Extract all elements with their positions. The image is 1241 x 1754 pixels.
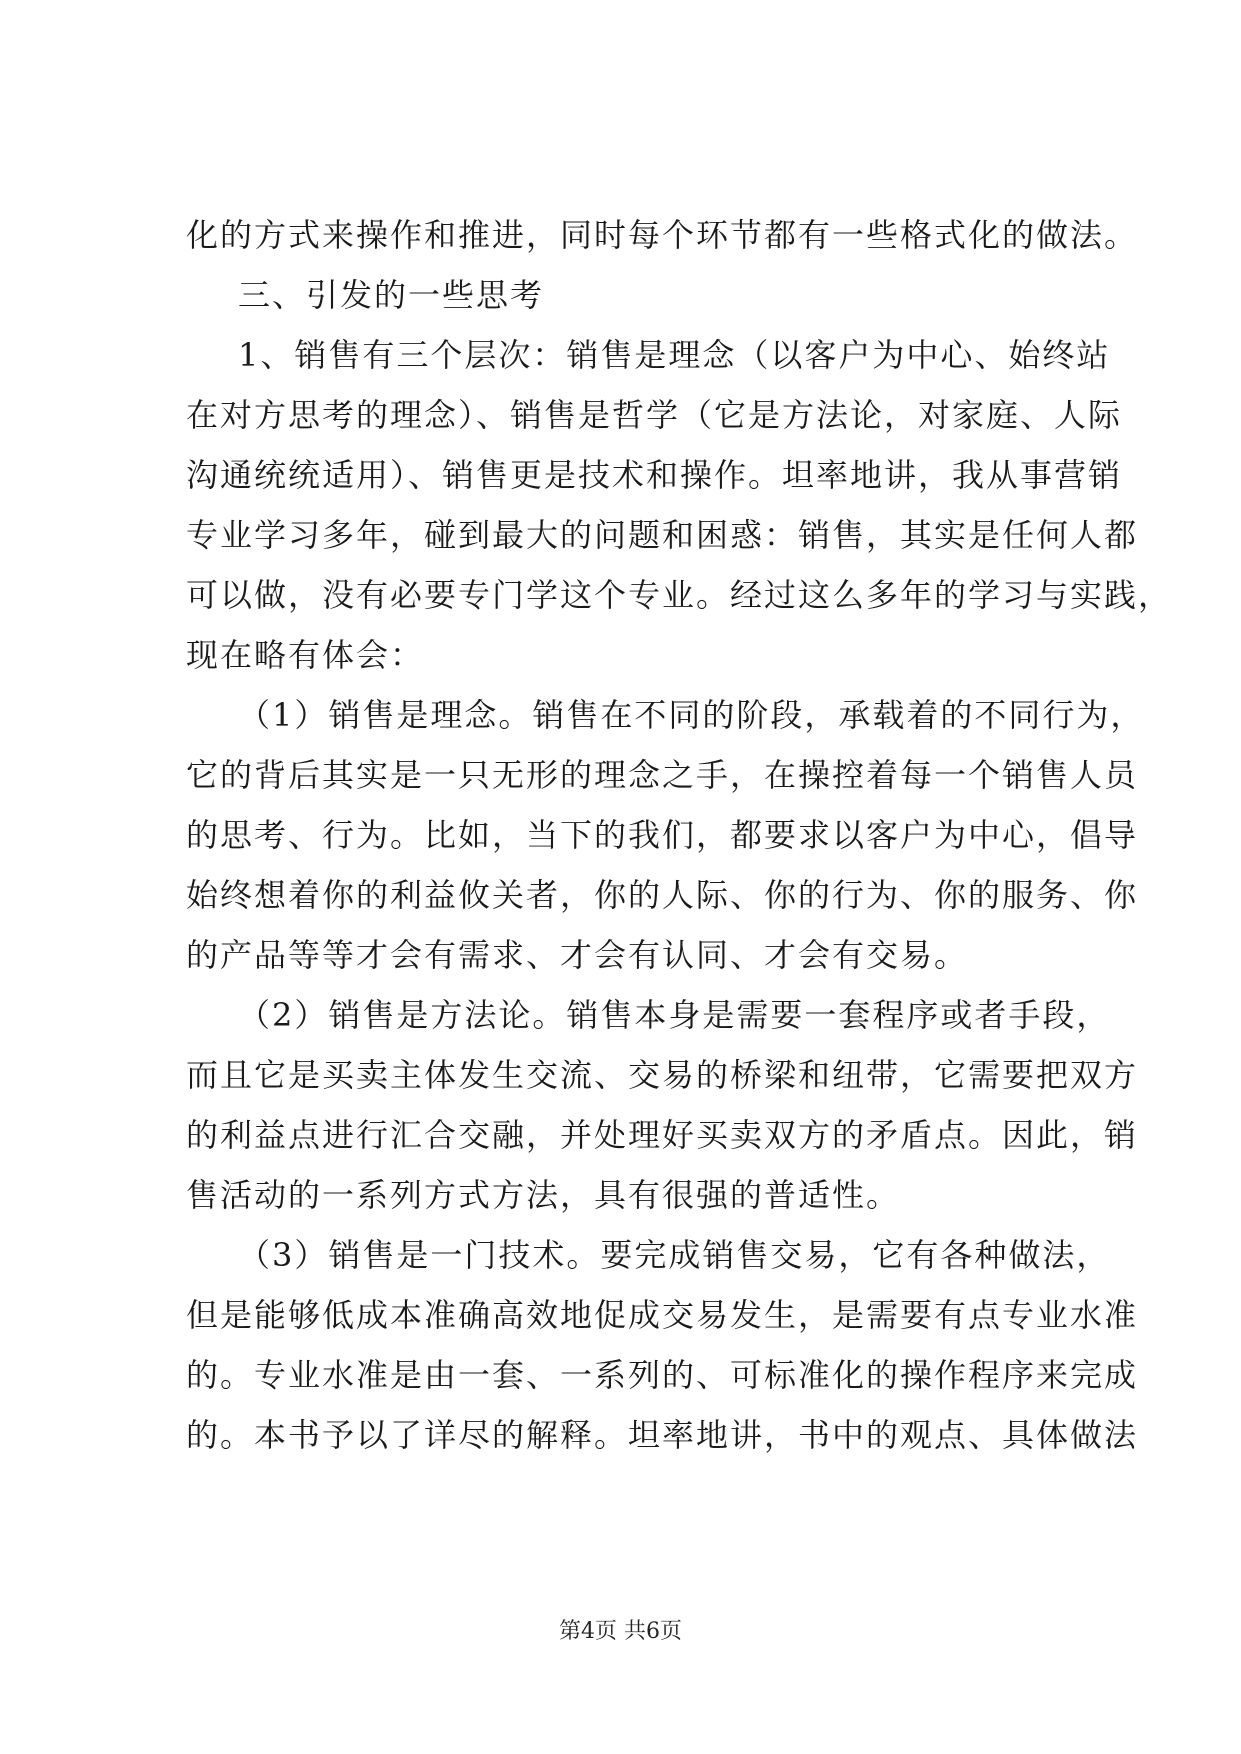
page-number-label: 第4页 共6页 <box>559 1619 682 1644</box>
text-line: 的。本书予以了详尽的解释。坦率地讲，书中的观点、具体做法 <box>186 1416 1139 1454</box>
body-text <box>186 205 1173 1465</box>
text-line: 的。专业水准是由一套、一系列的、可标准化的操作程序来完成 <box>186 1356 1139 1394</box>
section-heading: 三、引发的一些思考 <box>238 276 545 314</box>
page-footer <box>0 1617 1241 1647</box>
text-line: （3）销售是一门技术。要完成销售交易，它有各种做法， <box>238 1236 1111 1274</box>
text-line: 而且它是买卖主体发生交流、交易的桥梁和纽带，它需要把双方 <box>186 1056 1139 1094</box>
text-line: 化的方式来操作和推进，同时每个环节都有一些格式化的做法。 <box>186 216 1139 254</box>
text-line: 在对方思考的理念）、销售是哲学（它是方法论，对家庭、人际 <box>186 396 1123 434</box>
text-line: 售活动的一系列方式方法，具有很强的普适性。 <box>186 1176 901 1214</box>
text-line: 但是能够低成本准确高效地促成交易发生，是需要有点专业水准 <box>186 1296 1139 1334</box>
text-line: 的产品等等才会有需求、才会有认同、才会有交易。 <box>186 936 969 974</box>
text-line: 沟通统统适用）、销售更是技术和操作。坦率地讲，我从事营销 <box>186 456 1123 494</box>
text-line: 可以做，没有必要专门学这个专业。经过这么多年的学习与实践， <box>186 576 1173 614</box>
text-line: 的利益点进行汇合交融，并处理好买卖双方的矛盾点。因此，销 <box>186 1116 1139 1154</box>
text-line: 1、销售有三个层次：销售是理念（以客户为中心、始终站 <box>238 336 1111 374</box>
text-line: 现在略有体会： <box>186 636 425 674</box>
text-line: （1）销售是理念。销售在不同的阶段，承载着的不同行为， <box>238 696 1145 734</box>
text-line: 专业学习多年，碰到最大的问题和困惑：销售，其实是任何人都 <box>186 516 1139 554</box>
text-line: 它的背后其实是一只无形的理念之手，在操控着每一个销售人员 <box>186 756 1139 794</box>
text-line: （2）销售是方法论。销售本身是需要一套程序或者手段， <box>238 996 1111 1034</box>
text-line: 的思考、行为。比如，当下的我们，都要求以客户为中心，倡导 <box>186 816 1139 854</box>
text-line: 始终想着你的利益攸关者，你的人际、你的行为、你的服务、你 <box>186 876 1139 914</box>
